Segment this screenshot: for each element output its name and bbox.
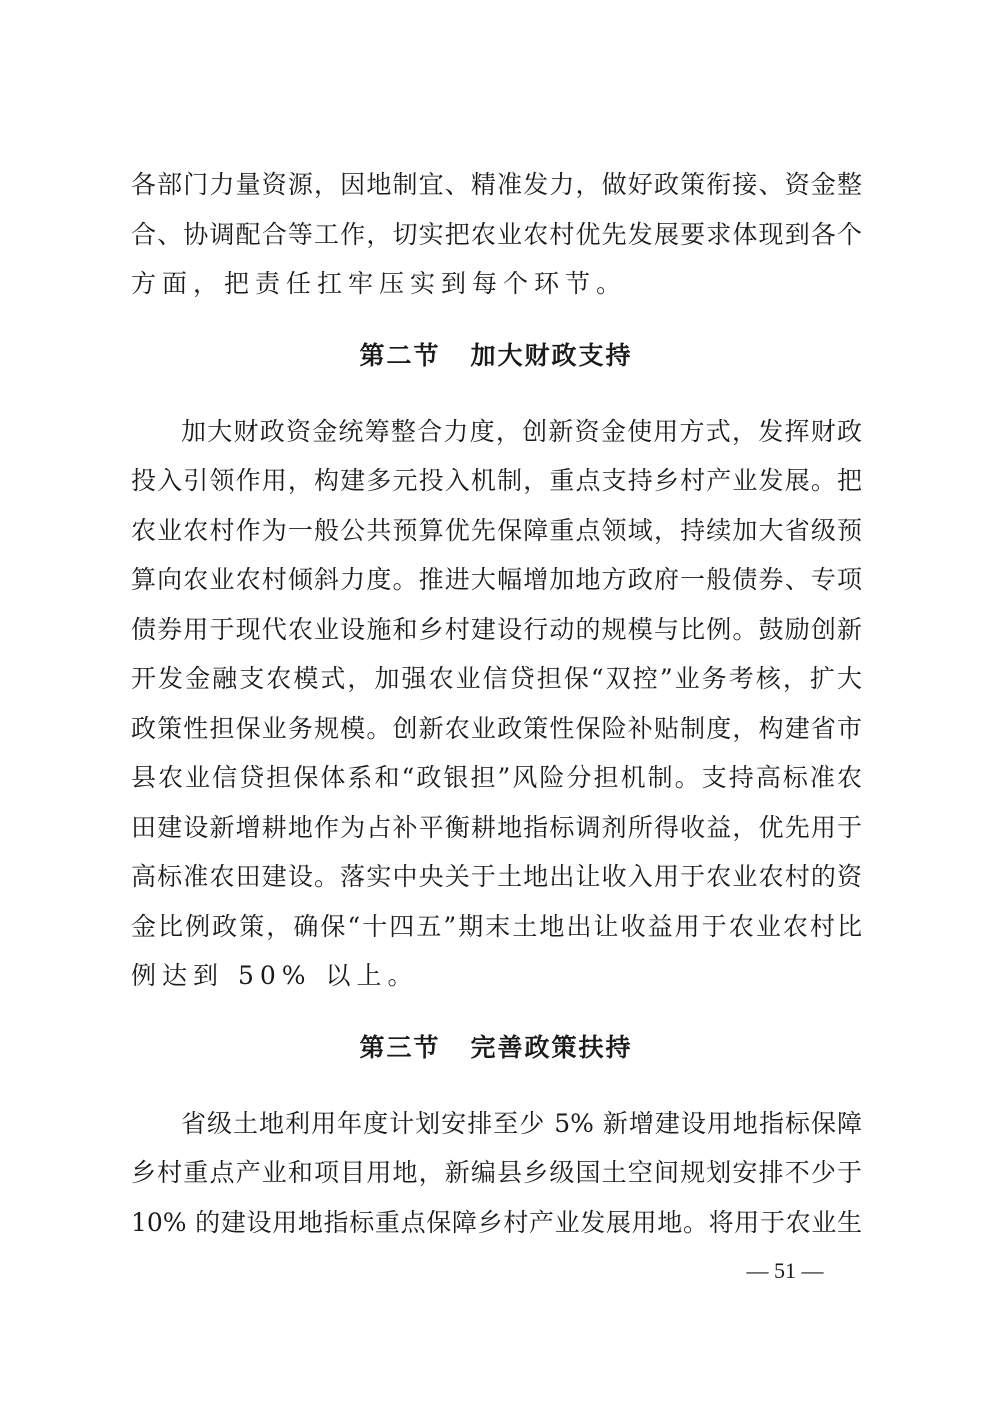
paragraph-line: 县农业信贷担保体系和“政银担”风险分担机制。支持高标准农 [131, 763, 862, 792]
section-heading [0, 336, 992, 376]
paragraph-line: 开发金融支农模式，加强农业信贷担保“双控”业务考核，扩大 [131, 664, 862, 693]
paragraph-line: 加大财政资金统筹整合力度，创新资金使用方式，发挥财政 [181, 417, 862, 446]
paragraph-line: 金比例政策，确保“十四五”期末土地出让收益用于农业农村比 [131, 912, 862, 941]
paragraph-line: 省级土地利用年度计划安排至少 5% 新增建设用地指标保障 [181, 1109, 862, 1138]
paragraph-line: 投入引领作用，构建多元投入机制，重点支持乡村产业发展。把 [131, 466, 862, 495]
section-title: 加大财政支持 [470, 341, 633, 370]
section-heading [0, 1028, 992, 1068]
section-number: 第二节 [359, 341, 441, 370]
paragraph-line: 例达到 50% 以上。 [131, 961, 419, 990]
paragraph-line: 合、协调配合等工作，切实把农业农村优先发展要求体现到各个 [131, 220, 862, 249]
paragraph-line: 农业农村作为一般公共预算优先保障重点领域，持续加大省级预 [131, 516, 862, 545]
paragraph-line: 算向农业农村倾斜力度。推进大幅增加地方政府一般债券、专项 [131, 565, 862, 594]
paragraph-line: 方面，把责任扛牢压实到每个环节。 [131, 269, 628, 298]
section-title: 完善政策扶持 [470, 1033, 633, 1062]
paragraph-line: 10% 的建设用地指标重点保障乡村产业发展用地。将用于农业生 [131, 1208, 862, 1237]
paragraph-line: 乡村重点产业和项目用地，新编县乡级国土空间规划安排不少于 [131, 1158, 862, 1187]
paragraph-line: 高标准农田建设。落实中央关于土地出让收入用于农业农村的资 [131, 862, 862, 891]
paragraph-line: 债券用于现代农业设施和乡村建设行动的规模与比例。鼓励创新 [131, 615, 862, 644]
paragraph-line: 各部门力量资源，因地制宜、精准发力，做好政策衔接、资金整 [131, 170, 862, 199]
paragraph-line: 田建设新增耕地作为占补平衡耕地指标调剂所得收益，优先用于 [131, 813, 862, 842]
page-number: — 51 — [746, 1258, 824, 1283]
paragraph-line: 政策性担保业务规模。创新农业政策性保险补贴制度，构建省市 [131, 714, 862, 743]
section-number: 第三节 [359, 1033, 441, 1062]
